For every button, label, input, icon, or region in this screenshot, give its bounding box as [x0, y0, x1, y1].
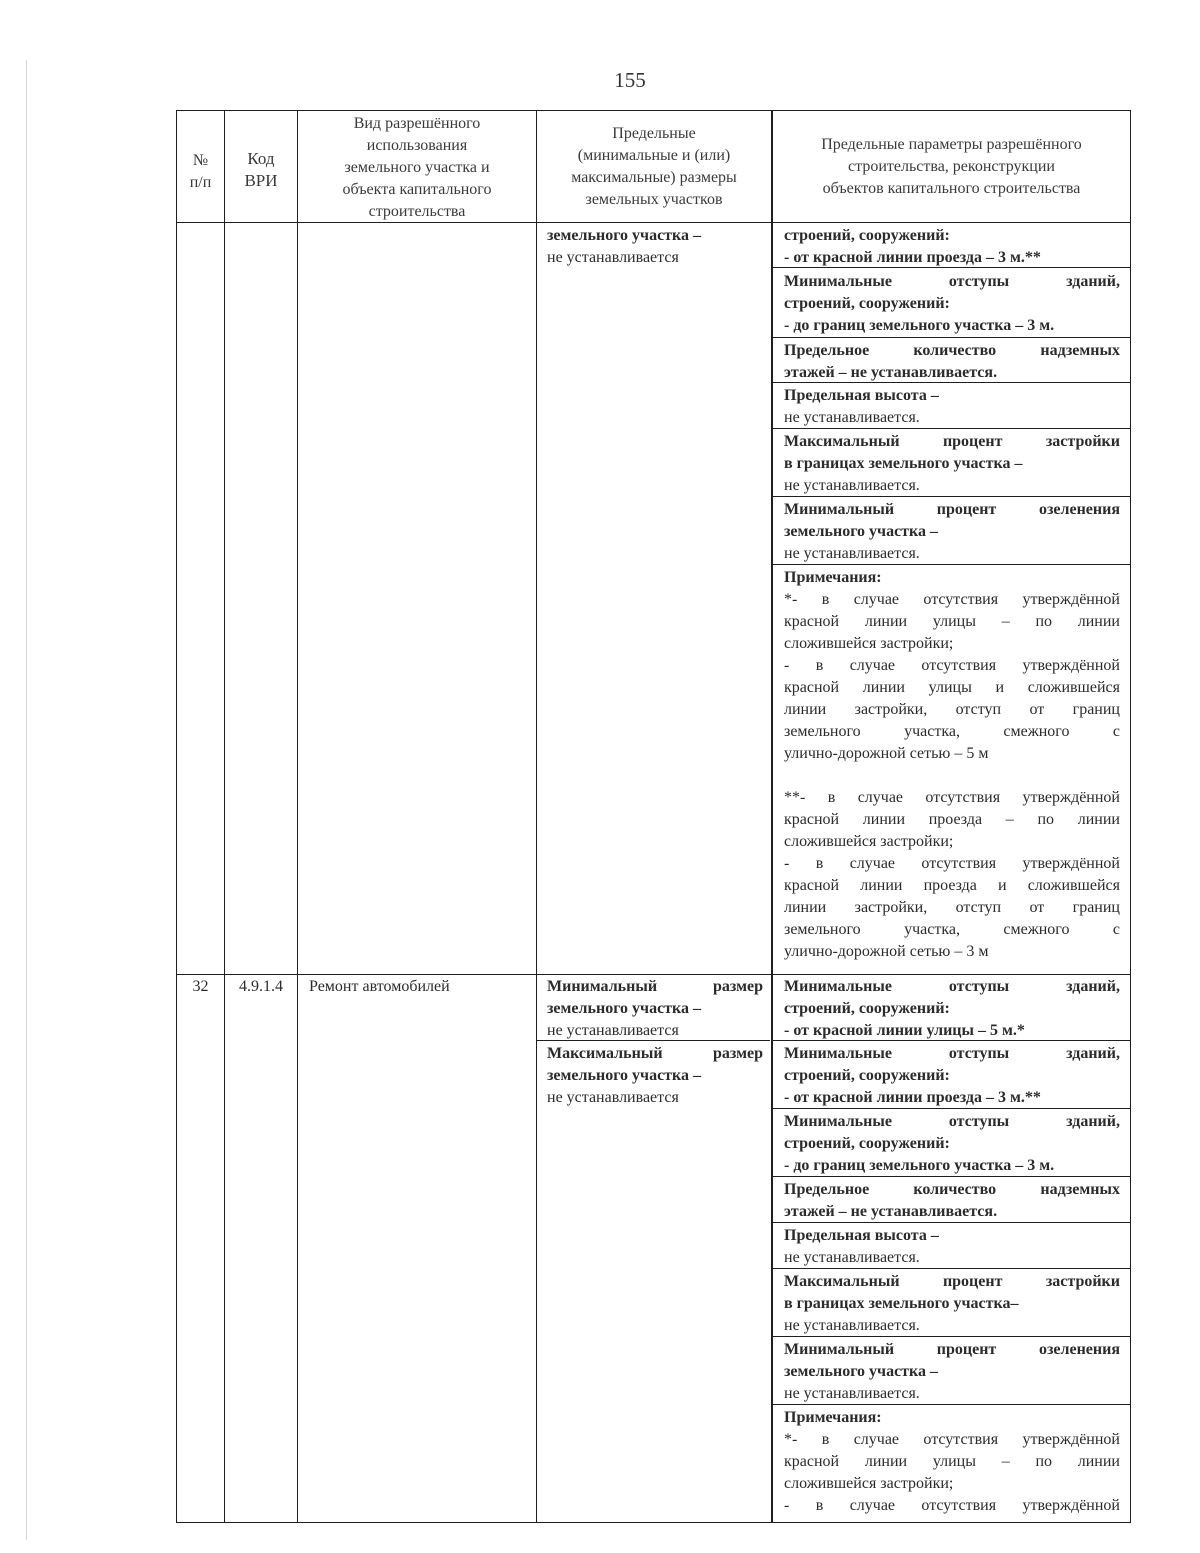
note-spacer [784, 765, 1120, 787]
param-line: этажей – не устанавливается. [784, 1203, 998, 1220]
param-cell [784, 1043, 1120, 1109]
size-text-bold: земельного участка – [547, 227, 702, 244]
column-border [176, 110, 177, 1523]
param-line: - до границ земельного участка – 3 м. [784, 317, 1055, 334]
header-size-line: Предельные [612, 125, 696, 142]
param-cell [784, 225, 1120, 269]
notes-title: Примечания: [784, 569, 882, 586]
note-line: **- в случае отсутствия утверждённой [784, 789, 1120, 806]
max-size-cell [547, 1043, 763, 1109]
param-cell [784, 976, 1120, 1042]
note-line: улично-дорожной сетью – 5 м [784, 745, 989, 762]
param-line: Минимальный процент озеленения [784, 1341, 1120, 1358]
header-use-line: строительства [368, 203, 466, 220]
param-line: земельного участка – [784, 1363, 939, 1380]
param-cell [784, 1225, 1120, 1269]
header-code-line: ВРИ [244, 171, 278, 190]
header-code [225, 148, 297, 192]
param-cell [784, 499, 1120, 565]
column-border [536, 110, 537, 1523]
header-use-line: Вид разрешённого [353, 115, 481, 132]
note-line: земельного участка, смежного с [784, 723, 1120, 740]
param-line: в границах земельного участка– [784, 1295, 1019, 1312]
header-params-line: строительства, реконструкции [848, 158, 1055, 175]
param-cell [784, 271, 1120, 337]
header-num-line: п/п [189, 174, 212, 191]
param-line: Минимальные отступы зданий, [784, 1113, 1120, 1130]
param-line: Предельная высота – [784, 1227, 939, 1244]
param-line: строений, сооружений: [784, 1135, 950, 1152]
param-line: строений, сооружений: [784, 227, 950, 244]
size-text-bold: Минимальный размер [547, 978, 763, 995]
row-32-num: 32 [192, 978, 209, 995]
param-line: строений, сооружений: [784, 1067, 950, 1084]
param-line: - от красной линии проезда – 3 м.** [784, 249, 1041, 266]
param-line: Предельное количество надземных [784, 1181, 1120, 1198]
param-line: не устанавливается. [784, 409, 920, 426]
note-line: красной линии проезда – по линии [784, 811, 1120, 828]
param-cell [784, 431, 1120, 497]
page-number: 155 [614, 68, 646, 92]
row-32-code: 4.9.1.4 [239, 978, 283, 995]
size-text: не устанавливается [547, 1089, 679, 1106]
notes-cell [784, 567, 1120, 963]
note-line: красной линии улицы – по линии [784, 1453, 1120, 1470]
column-border [771, 110, 773, 1523]
note-line: - в случае отсутствия утверждённой [784, 1497, 1120, 1514]
param-line: не устанавливается. [784, 1385, 920, 1402]
table-bottom-border [176, 1522, 1131, 1523]
param-line: не устанавливается. [784, 1317, 920, 1334]
note-line: красной линии улицы – по линии [784, 613, 1120, 630]
continued-size-cell [547, 225, 763, 269]
param-line: Максимальный процент застройки [784, 433, 1120, 450]
param-line: этажей – не устанавливается. [784, 364, 998, 381]
size-text: не устанавливается [547, 1022, 679, 1039]
notes-cell [784, 1407, 1120, 1517]
row-32-use: Ремонт автомобилей [309, 978, 450, 995]
header-size [537, 123, 771, 211]
header-num [177, 150, 224, 194]
param-line: Минимальные отступы зданий, [784, 1045, 1120, 1062]
param-line: в границах земельного участка – [784, 455, 1023, 472]
param-line: Максимальный процент застройки [784, 1273, 1120, 1290]
column-border [1130, 110, 1131, 1523]
note-line: *- в случае отсутствия утверждённой [784, 1431, 1120, 1448]
note-line: улично-дорожной сетью – 3 м [784, 943, 989, 960]
row-32-top-border [176, 974, 1131, 975]
param-cell [784, 340, 1120, 384]
param-divider [773, 337, 1131, 338]
notes-title: Примечания: [784, 1409, 882, 1426]
note-line: - в случае отсутствия утверждённой [784, 855, 1120, 872]
header-num-line: № [192, 152, 209, 169]
param-line: не устанавливается. [784, 1249, 920, 1266]
note-line: сложившейся застройки; [784, 833, 954, 850]
param-line: Минимальные отступы зданий, [784, 273, 1120, 290]
param-line: - до границ земельного участка – 3 м. [784, 1157, 1055, 1174]
header-params-line: объектов капитального строительства [822, 180, 1081, 197]
note-line: линии застройки, отступ от границ [784, 899, 1120, 916]
regulations-table [176, 110, 1131, 1523]
param-cell [784, 1179, 1120, 1223]
header-params [773, 134, 1130, 200]
header-size-line: (минимальные и (или) [577, 147, 731, 164]
min-size-cell [547, 976, 763, 1042]
header-use-line: земельного участка и [344, 159, 490, 176]
param-line: не устанавливается. [784, 477, 920, 494]
param-line: Предельное количество надземных [784, 342, 1120, 359]
column-border [224, 110, 225, 1523]
header-params-line: Предельные параметры разрешённого [821, 136, 1082, 153]
header-code-line: Код [247, 149, 275, 168]
param-line: Минимальные отступы зданий, [784, 978, 1120, 995]
note-line: - в случае отсутствия утверждённой [784, 657, 1120, 674]
page-margin-line [26, 60, 27, 1540]
param-line: строений, сооружений: [784, 1000, 950, 1017]
param-line: Предельная высота – [784, 387, 939, 404]
size-text-bold: земельного участка – [547, 1000, 702, 1017]
param-line: Минимальный процент озеленения [784, 501, 1120, 518]
note-line: земельного участка, смежного с [784, 921, 1120, 938]
header-size-line: максимальные) размеры [571, 169, 737, 186]
param-line: не устанавливается. [784, 545, 920, 562]
header-use-line: использования [366, 137, 468, 154]
note-line: красной линии проезда и сложившейся [784, 877, 1120, 894]
param-cell [784, 385, 1120, 429]
header-use-line: объекта капитального [342, 181, 492, 198]
param-cell [784, 1111, 1120, 1177]
param-line: - от красной линии проезда – 3 м.** [784, 1089, 1041, 1106]
size-text-bold: Максимальный размер [547, 1045, 763, 1062]
param-line: - от красной линии улицы – 5 м.* [784, 1022, 1025, 1039]
header-size-line: земельных участков [585, 191, 723, 208]
header-use [298, 113, 536, 223]
size-text-bold: земельного участка – [547, 1067, 702, 1084]
column-border [297, 110, 298, 1523]
param-line: строений, сооружений: [784, 295, 950, 312]
note-line: сложившейся застройки; [784, 1475, 954, 1492]
note-line: *- в случае отсутствия утверждённой [784, 591, 1120, 608]
size-text: не устанавливается [547, 249, 679, 266]
param-cell [784, 1339, 1120, 1405]
param-line: земельного участка – [784, 523, 939, 540]
table-top-border [176, 110, 1131, 111]
note-line: линии застройки, отступ от границ [784, 701, 1120, 718]
param-cell [784, 1271, 1120, 1337]
note-line: сложившейся застройки; [784, 635, 954, 652]
note-line: красной линии улицы и сложившейся [784, 679, 1120, 696]
